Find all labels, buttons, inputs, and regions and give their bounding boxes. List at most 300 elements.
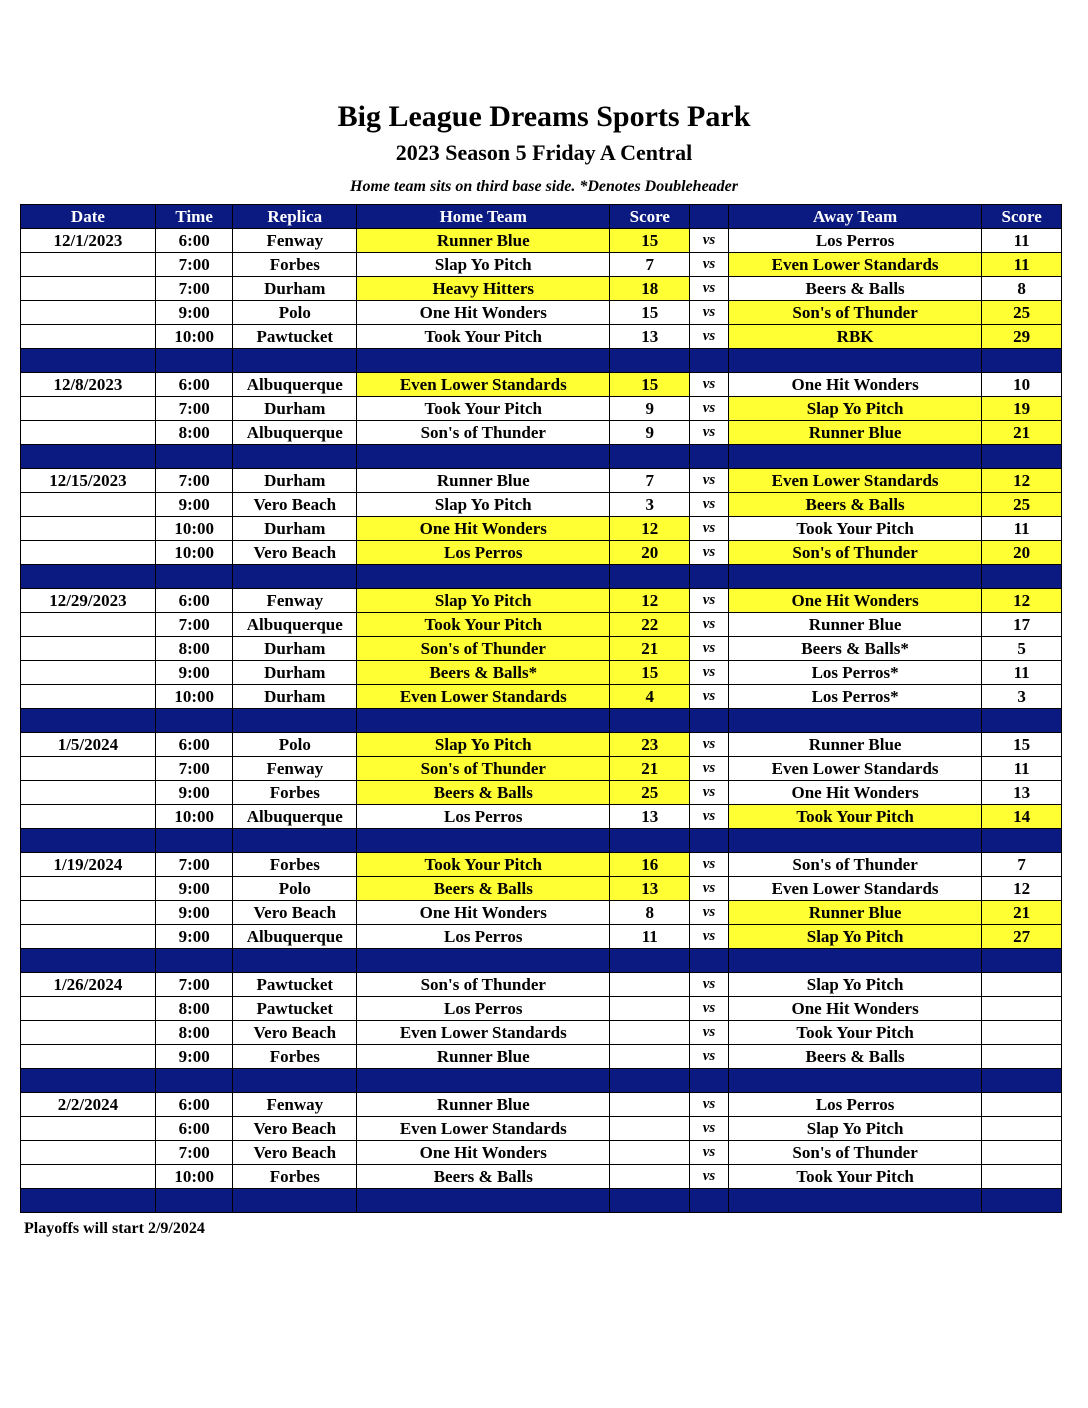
cell-time: 10:00 [155, 805, 233, 829]
separator-cell [357, 829, 610, 853]
separator-cell [21, 565, 156, 589]
cell-home-score: 9 [610, 421, 690, 445]
cell-home-team: Runner Blue [357, 229, 610, 253]
separator-cell [982, 709, 1062, 733]
cell-away-score: 17 [982, 613, 1062, 637]
cell-home-score [610, 973, 690, 997]
cell-home-score [610, 1117, 690, 1141]
column-header-away-team: Away Team [728, 205, 981, 229]
cell-home-score: 20 [610, 541, 690, 565]
separator-cell [155, 949, 233, 973]
cell-home-team: Los Perros [357, 805, 610, 829]
separator-cell [610, 349, 690, 373]
cell-date: 1/19/2024 [21, 853, 156, 877]
week-separator-row [21, 1189, 1062, 1213]
cell-time: 9:00 [155, 301, 233, 325]
separator-cell [728, 1069, 981, 1093]
cell-away-score: 13 [982, 781, 1062, 805]
cell-home-score: 23 [610, 733, 690, 757]
separator-cell [155, 1069, 233, 1093]
cell-home-team: Beers & Balls [357, 877, 610, 901]
table-row [21, 1045, 1062, 1069]
cell-date [21, 805, 156, 829]
cell-date [21, 757, 156, 781]
cell-date [21, 901, 156, 925]
table-row [21, 661, 1062, 685]
separator-cell [728, 949, 981, 973]
cell-home-team: Son's of Thunder [357, 421, 610, 445]
cell-away-score: 12 [982, 589, 1062, 613]
separator-cell [690, 709, 729, 733]
cell-home-team: Los Perros [357, 541, 610, 565]
cell-vs: vs [690, 277, 729, 301]
cell-date [21, 421, 156, 445]
cell-replica: Pawtucket [233, 997, 357, 1021]
cell-date: 12/8/2023 [21, 373, 156, 397]
table-row [21, 1141, 1062, 1165]
table-row [21, 685, 1062, 709]
table-header-row [21, 205, 1062, 229]
table-row [21, 589, 1062, 613]
cell-home-team: Son's of Thunder [357, 637, 610, 661]
cell-vs: vs [690, 613, 729, 637]
cell-home-score: 21 [610, 637, 690, 661]
cell-replica: Fenway [233, 757, 357, 781]
cell-away-team: Runner Blue [728, 613, 981, 637]
cell-date [21, 1117, 156, 1141]
cell-time: 6:00 [155, 1093, 233, 1117]
cell-date [21, 397, 156, 421]
cell-away-score [982, 973, 1062, 997]
week-separator-row [21, 349, 1062, 373]
cell-home-score: 4 [610, 685, 690, 709]
cell-home-score: 11 [610, 925, 690, 949]
cell-date: 12/15/2023 [21, 469, 156, 493]
cell-home-score [610, 1141, 690, 1165]
cell-home-team: Even Lower Standards [357, 1117, 610, 1141]
cell-time: 9:00 [155, 1045, 233, 1069]
cell-home-team: Slap Yo Pitch [357, 493, 610, 517]
cell-date [21, 661, 156, 685]
cell-home-team: Slap Yo Pitch [357, 589, 610, 613]
separator-cell [610, 445, 690, 469]
separator-cell [610, 1189, 690, 1213]
table-row [21, 325, 1062, 349]
cell-time: 7:00 [155, 397, 233, 421]
separator-cell [21, 445, 156, 469]
cell-vs: vs [690, 757, 729, 781]
separator-cell [357, 949, 610, 973]
cell-vs: vs [690, 469, 729, 493]
cell-replica: Durham [233, 469, 357, 493]
cell-home-team: One Hit Wonders [357, 1141, 610, 1165]
cell-vs: vs [690, 517, 729, 541]
cell-date: 1/26/2024 [21, 973, 156, 997]
cell-home-score [610, 1045, 690, 1069]
cell-away-score: 21 [982, 421, 1062, 445]
cell-away-team: One Hit Wonders [728, 781, 981, 805]
separator-cell [233, 1189, 357, 1213]
cell-home-team: Beers & Balls [357, 781, 610, 805]
cell-time: 10:00 [155, 541, 233, 565]
separator-cell [357, 445, 610, 469]
cell-home-score [610, 1165, 690, 1189]
table-row [21, 757, 1062, 781]
cell-time: 9:00 [155, 661, 233, 685]
cell-vs: vs [690, 493, 729, 517]
table-row [21, 805, 1062, 829]
schedule-note: Home team sits on third base side. *Denotes Doubleheader [350, 178, 738, 195]
cell-away-team: Slap Yo Pitch [728, 397, 981, 421]
table-row [21, 493, 1062, 517]
cell-away-team: Slap Yo Pitch [728, 1117, 981, 1141]
cell-home-score: 9 [610, 397, 690, 421]
separator-cell [610, 709, 690, 733]
separator-cell [233, 565, 357, 589]
cell-date [21, 1165, 156, 1189]
separator-cell [982, 949, 1062, 973]
cell-away-team: One Hit Wonders [728, 997, 981, 1021]
cell-home-score: 18 [610, 277, 690, 301]
cell-away-team: Beers & Balls [728, 277, 981, 301]
cell-replica: Durham [233, 637, 357, 661]
cell-home-score: 15 [610, 301, 690, 325]
cell-home-team: Even Lower Standards [357, 685, 610, 709]
cell-home-score: 15 [610, 229, 690, 253]
cell-time: 9:00 [155, 877, 233, 901]
cell-replica: Forbes [233, 1045, 357, 1069]
table-row [21, 1021, 1062, 1045]
column-header-replica: Replica [233, 205, 357, 229]
week-separator-row [21, 709, 1062, 733]
separator-cell [21, 949, 156, 973]
cell-home-team: Even Lower Standards [357, 373, 610, 397]
cell-vs: vs [690, 589, 729, 613]
cell-home-score: 7 [610, 253, 690, 277]
cell-away-team: One Hit Wonders [728, 589, 981, 613]
cell-time: 10:00 [155, 685, 233, 709]
separator-cell [233, 445, 357, 469]
cell-vs: vs [690, 397, 729, 421]
table-row [21, 277, 1062, 301]
cell-home-team: Son's of Thunder [357, 757, 610, 781]
page-subtitle: 2023 Season 5 Friday A Central [395, 140, 693, 165]
separator-cell [155, 565, 233, 589]
cell-time: 7:00 [155, 853, 233, 877]
cell-time: 7:00 [155, 1141, 233, 1165]
cell-time: 10:00 [155, 1165, 233, 1189]
separator-cell [690, 1189, 729, 1213]
separator-cell [357, 349, 610, 373]
cell-away-team: One Hit Wonders [728, 373, 981, 397]
separator-cell [690, 1069, 729, 1093]
cell-home-team: Beers & Balls [357, 1165, 610, 1189]
cell-time: 9:00 [155, 901, 233, 925]
column-header-home-team: Home Team [357, 205, 610, 229]
cell-home-team: Beers & Balls* [357, 661, 610, 685]
cell-date: 2/2/2024 [21, 1093, 156, 1117]
column-header-vs [690, 205, 729, 229]
table-row [21, 613, 1062, 637]
cell-date [21, 1021, 156, 1045]
cell-vs: vs [690, 325, 729, 349]
cell-date [21, 997, 156, 1021]
cell-away-score: 25 [982, 301, 1062, 325]
cell-time: 6:00 [155, 229, 233, 253]
cell-away-team: RBK [728, 325, 981, 349]
cell-home-score: 12 [610, 517, 690, 541]
cell-replica: Albuquerque [233, 805, 357, 829]
cell-vs: vs [690, 229, 729, 253]
cell-away-team: Slap Yo Pitch [728, 973, 981, 997]
cell-date [21, 277, 156, 301]
cell-time: 8:00 [155, 997, 233, 1021]
cell-away-team: Los Perros [728, 1093, 981, 1117]
cell-vs: vs [690, 373, 729, 397]
cell-home-score: 7 [610, 469, 690, 493]
cell-replica: Albuquerque [233, 421, 357, 445]
separator-cell [982, 445, 1062, 469]
cell-away-score: 11 [982, 253, 1062, 277]
cell-replica: Vero Beach [233, 1021, 357, 1045]
cell-home-score: 16 [610, 853, 690, 877]
separator-cell [728, 349, 981, 373]
separator-cell [728, 565, 981, 589]
cell-time: 6:00 [155, 733, 233, 757]
cell-home-team: Slap Yo Pitch [357, 253, 610, 277]
table-row [21, 1117, 1062, 1141]
cell-home-team: Los Perros [357, 997, 610, 1021]
separator-cell [357, 1189, 610, 1213]
cell-vs: vs [690, 733, 729, 757]
cell-home-score: 25 [610, 781, 690, 805]
cell-home-team: Took Your Pitch [357, 853, 610, 877]
separator-cell [155, 1189, 233, 1213]
table-row [21, 253, 1062, 277]
cell-vs: vs [690, 877, 729, 901]
cell-away-score: 25 [982, 493, 1062, 517]
cell-vs: vs [690, 661, 729, 685]
cell-away-team: Took Your Pitch [728, 517, 981, 541]
table-row [21, 997, 1062, 1021]
separator-cell [155, 709, 233, 733]
table-row [21, 469, 1062, 493]
cell-home-team: Slap Yo Pitch [357, 733, 610, 757]
cell-away-score: 21 [982, 901, 1062, 925]
cell-time: 8:00 [155, 637, 233, 661]
cell-home-score: 13 [610, 325, 690, 349]
cell-replica: Polo [233, 877, 357, 901]
schedule-body [21, 229, 1062, 1213]
cell-replica: Durham [233, 277, 357, 301]
table-row [21, 373, 1062, 397]
cell-away-team: Even Lower Standards [728, 877, 981, 901]
separator-cell [357, 565, 610, 589]
separator-cell [233, 1069, 357, 1093]
cell-replica: Polo [233, 301, 357, 325]
week-separator-row [21, 445, 1062, 469]
cell-vs: vs [690, 301, 729, 325]
table-row [21, 877, 1062, 901]
page-title: Big League Dreams Sports Park [337, 100, 751, 133]
separator-cell [728, 709, 981, 733]
cell-replica: Albuquerque [233, 373, 357, 397]
table-row [21, 421, 1062, 445]
separator-cell [690, 349, 729, 373]
cell-time: 7:00 [155, 757, 233, 781]
cell-away-team: Beers & Balls [728, 493, 981, 517]
cell-home-team: Runner Blue [357, 1093, 610, 1117]
cell-away-team: Beers & Balls [728, 1045, 981, 1069]
cell-replica: Fenway [233, 229, 357, 253]
cell-away-score [982, 997, 1062, 1021]
separator-cell [357, 709, 610, 733]
cell-date [21, 1141, 156, 1165]
cell-vs: vs [690, 637, 729, 661]
cell-away-team: Beers & Balls* [728, 637, 981, 661]
cell-time: 7:00 [155, 613, 233, 637]
cell-date [21, 781, 156, 805]
cell-date [21, 613, 156, 637]
cell-replica: Fenway [233, 589, 357, 613]
column-header-date: Date [21, 205, 156, 229]
separator-cell [690, 829, 729, 853]
cell-replica: Albuquerque [233, 925, 357, 949]
table-row [21, 541, 1062, 565]
separator-cell [982, 1189, 1062, 1213]
cell-replica: Albuquerque [233, 613, 357, 637]
cell-replica: Forbes [233, 853, 357, 877]
cell-away-score: 8 [982, 277, 1062, 301]
cell-away-score [982, 1021, 1062, 1045]
cell-home-score: 15 [610, 661, 690, 685]
cell-vs: vs [690, 781, 729, 805]
cell-date [21, 301, 156, 325]
cell-home-score [610, 1093, 690, 1117]
cell-vs: vs [690, 1093, 729, 1117]
cell-away-team: Took Your Pitch [728, 1021, 981, 1045]
cell-home-team: Runner Blue [357, 1045, 610, 1069]
cell-away-score: 14 [982, 805, 1062, 829]
schedule-table [20, 204, 1062, 1213]
separator-cell [982, 1069, 1062, 1093]
cell-replica: Polo [233, 733, 357, 757]
cell-date: 12/29/2023 [21, 589, 156, 613]
cell-away-team: Runner Blue [728, 421, 981, 445]
cell-vs: vs [690, 805, 729, 829]
cell-time: 6:00 [155, 373, 233, 397]
cell-away-score: 3 [982, 685, 1062, 709]
separator-cell [610, 829, 690, 853]
table-row [21, 733, 1062, 757]
cell-home-team: Heavy Hitters [357, 277, 610, 301]
cell-home-team: Took Your Pitch [357, 613, 610, 637]
cell-time: 8:00 [155, 1021, 233, 1045]
cell-date: 12/1/2023 [21, 229, 156, 253]
cell-away-team: Slap Yo Pitch [728, 925, 981, 949]
cell-away-score [982, 1141, 1062, 1165]
table-row [21, 1093, 1062, 1117]
cell-replica: Vero Beach [233, 1141, 357, 1165]
cell-vs: vs [690, 685, 729, 709]
cell-away-score: 11 [982, 229, 1062, 253]
cell-away-team: Even Lower Standards [728, 757, 981, 781]
cell-time: 9:00 [155, 781, 233, 805]
cell-replica: Durham [233, 661, 357, 685]
cell-away-team: Son's of Thunder [728, 1141, 981, 1165]
cell-away-score: 5 [982, 637, 1062, 661]
cell-home-team: Los Perros [357, 925, 610, 949]
cell-time: 9:00 [155, 925, 233, 949]
week-separator-row [21, 565, 1062, 589]
cell-home-team: Took Your Pitch [357, 325, 610, 349]
separator-cell [690, 949, 729, 973]
separator-cell [728, 1189, 981, 1213]
week-separator-row [21, 1069, 1062, 1093]
cell-replica: Forbes [233, 1165, 357, 1189]
cell-date [21, 685, 156, 709]
cell-home-score: 22 [610, 613, 690, 637]
separator-cell [982, 565, 1062, 589]
separator-cell [982, 349, 1062, 373]
cell-away-score: 11 [982, 757, 1062, 781]
table-row [21, 397, 1062, 421]
cell-replica: Forbes [233, 781, 357, 805]
playoffs-note: Playoffs will start 2/9/2024 [24, 1220, 205, 1237]
cell-date [21, 541, 156, 565]
cell-home-team: Took Your Pitch [357, 397, 610, 421]
separator-cell [610, 949, 690, 973]
cell-away-score: 11 [982, 517, 1062, 541]
cell-date: 1/5/2024 [21, 733, 156, 757]
cell-vs: vs [690, 853, 729, 877]
cell-replica: Vero Beach [233, 1117, 357, 1141]
separator-cell [155, 445, 233, 469]
cell-away-team: Son's of Thunder [728, 541, 981, 565]
cell-away-score: 12 [982, 877, 1062, 901]
cell-vs: vs [690, 421, 729, 445]
cell-time: 7:00 [155, 277, 233, 301]
separator-cell [610, 565, 690, 589]
cell-vs: vs [690, 253, 729, 277]
table-row [21, 1165, 1062, 1189]
cell-away-score: 20 [982, 541, 1062, 565]
cell-away-team: Los Perros* [728, 685, 981, 709]
cell-home-score: 15 [610, 373, 690, 397]
table-row [21, 517, 1062, 541]
separator-cell [155, 349, 233, 373]
separator-cell [21, 349, 156, 373]
cell-home-team: One Hit Wonders [357, 901, 610, 925]
separator-cell [233, 829, 357, 853]
cell-away-team: Even Lower Standards [728, 469, 981, 493]
cell-date [21, 1045, 156, 1069]
cell-away-score: 12 [982, 469, 1062, 493]
cell-home-score: 3 [610, 493, 690, 517]
table-row [21, 301, 1062, 325]
cell-vs: vs [690, 901, 729, 925]
cell-away-score [982, 1093, 1062, 1117]
cell-away-score [982, 1117, 1062, 1141]
cell-time: 6:00 [155, 1117, 233, 1141]
cell-away-team: Son's of Thunder [728, 301, 981, 325]
separator-cell [233, 709, 357, 733]
separator-cell [357, 1069, 610, 1093]
cell-replica: Vero Beach [233, 541, 357, 565]
cell-away-score: 29 [982, 325, 1062, 349]
cell-home-score: 8 [610, 901, 690, 925]
cell-away-team: Los Perros* [728, 661, 981, 685]
